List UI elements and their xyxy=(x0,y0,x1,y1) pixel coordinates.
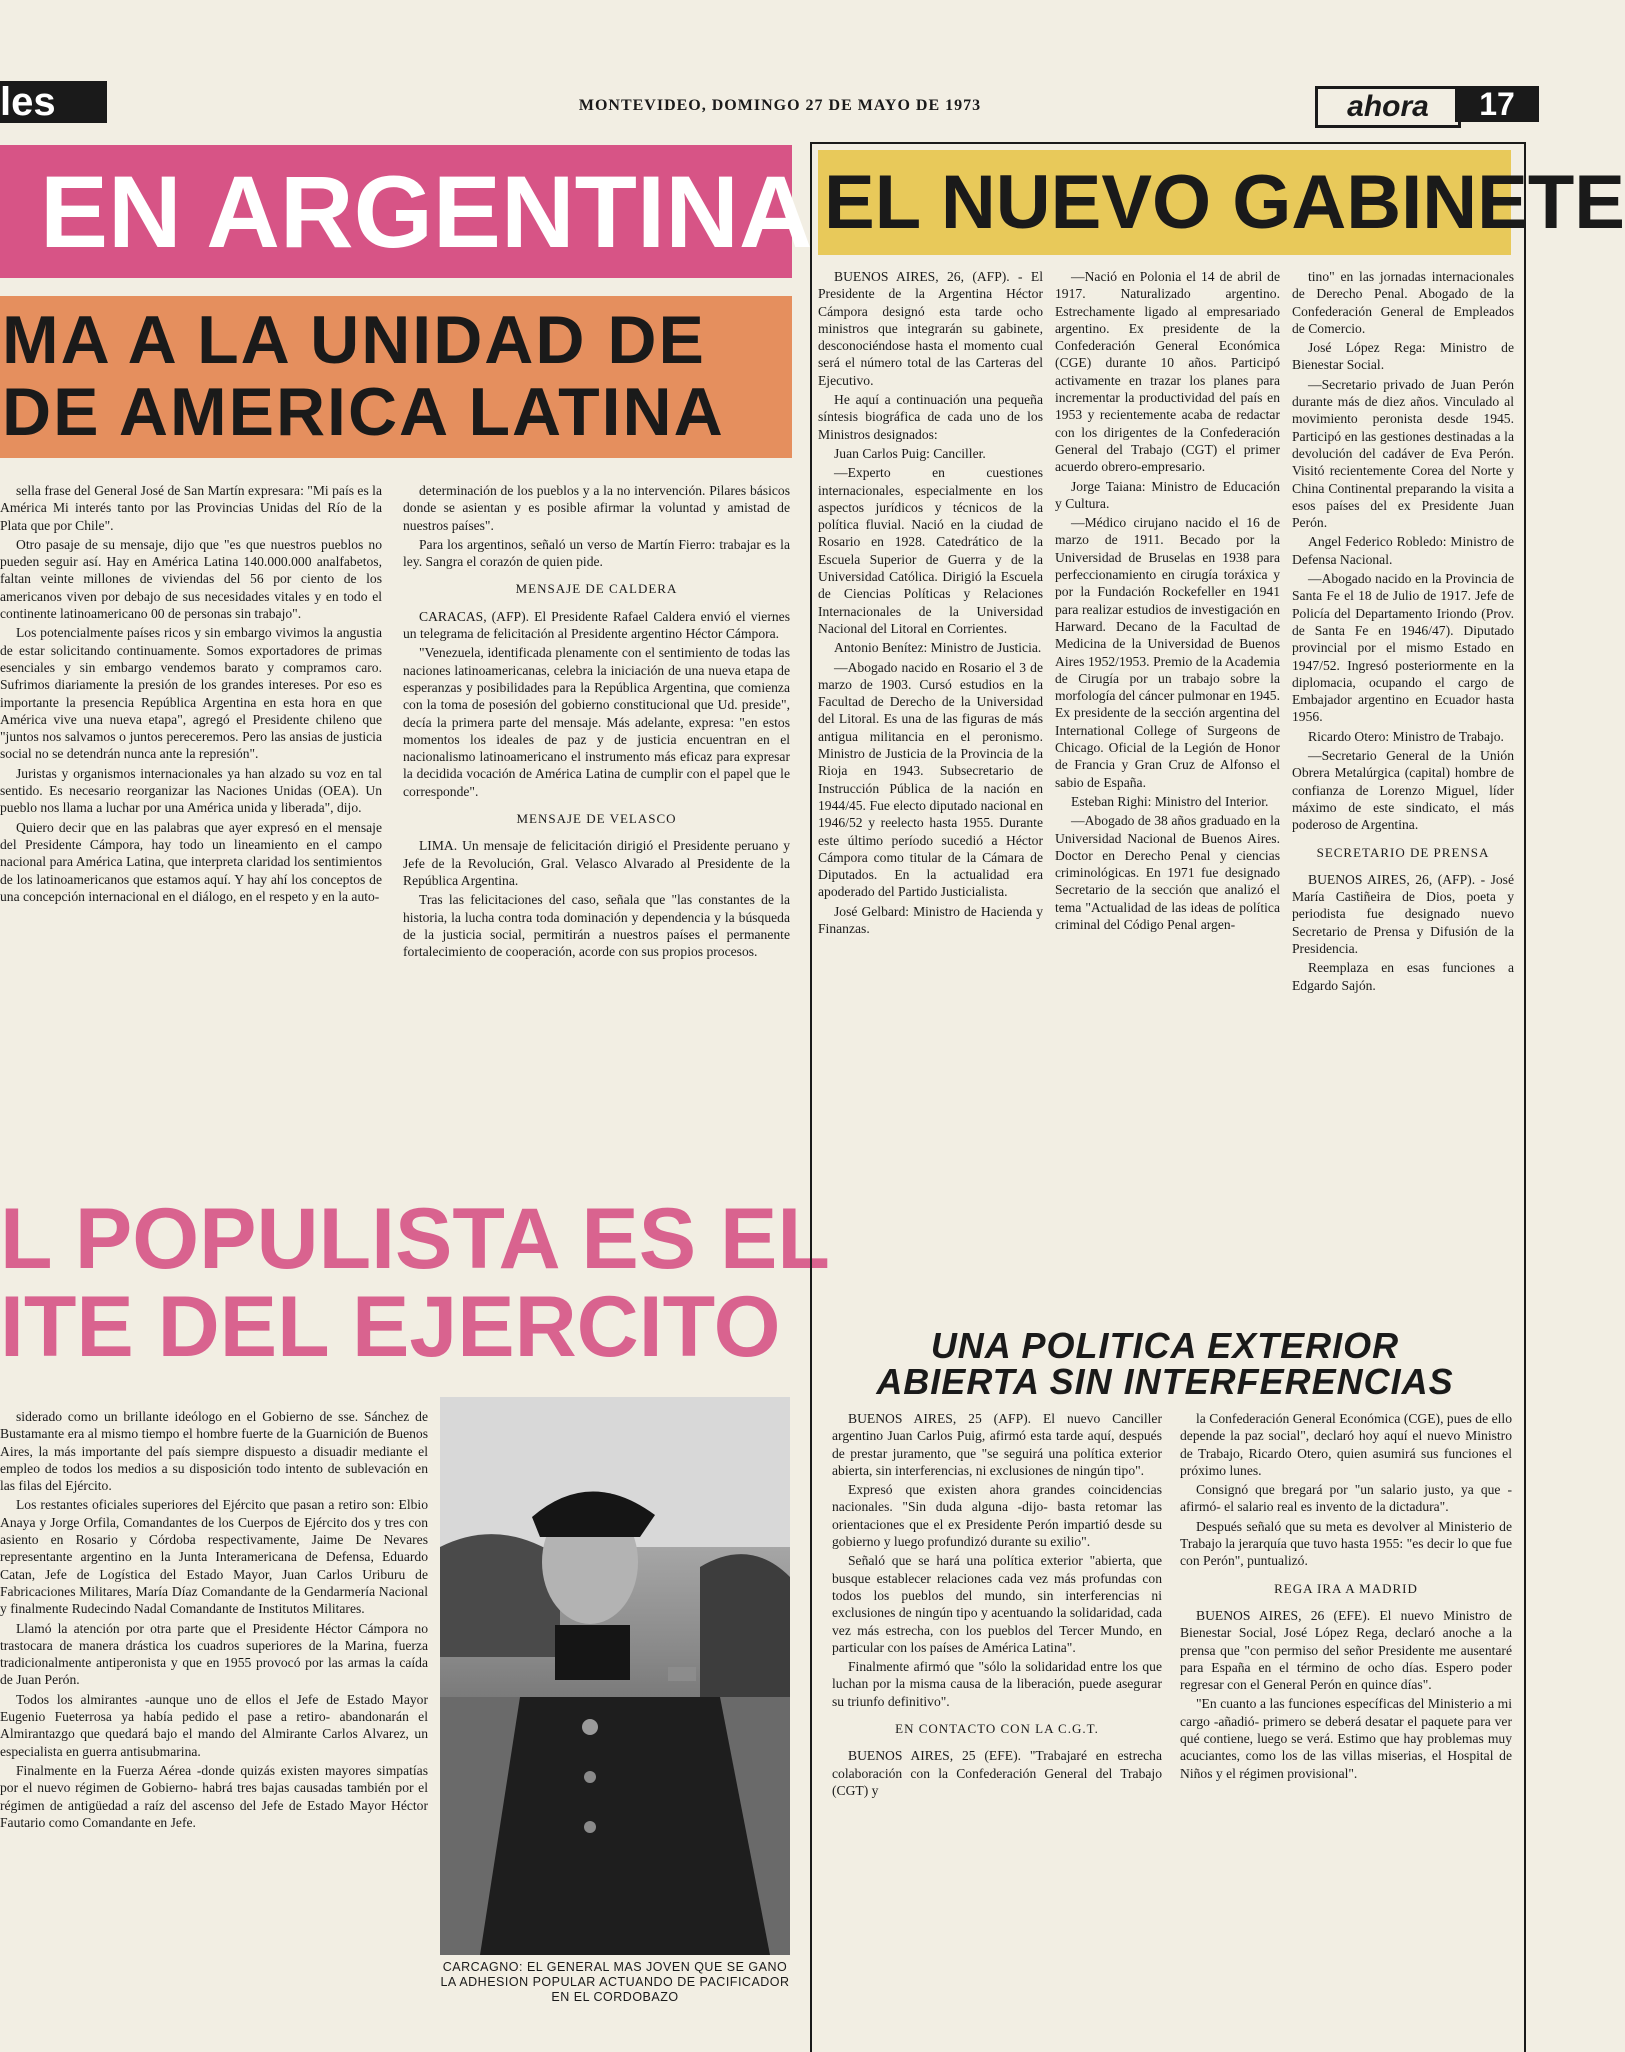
paragraph: Esteban Righi: Ministro del Interior. xyxy=(1071,793,1269,809)
paragraph: Angel Federico Robledo: Ministro de Defensa Nacional. xyxy=(1292,534,1514,567)
paragraph: Señaló que se hará una política exterior "abierta, que busque establecer relaciones cada vez más profundas con todos los pueblos del mundo, sin interferencias ni exclusiones de ningún tipo y acentuando la solidaridad, cada vez más estrecha, con los pueblos del Tercer Mundo, en particular con los países de América Latina". xyxy=(832,1553,1162,1655)
subhead-caldera: MENSAJE DE CALDERA xyxy=(515,581,678,597)
page-number: 17 xyxy=(1455,86,1539,122)
paragraph: Los restantes oficiales superiores del Ejército que pasan a retiro son: Elbio Anaya y Jorge Orfila, Comandantes de los Cuerpos de Ejército dos y tres con asiento en Rosario y Córdoba respectivamente, Jaime De Nevares representante argentino en la Junta Interamericana de Defensa, Eduardo Catan, Jefe de Logística del Estado Mayor, Juan Carlos Uriburu de Fabricaciones Militares, María Díaz Comandante de la Gendarmería Nacional y finalmente Rudecindo Nadal Comandante de Institutos Militares. xyxy=(0,1497,428,1617)
date-line: MONTEVIDEO, DOMINGO 27 DE MAYO DE 1973 xyxy=(578,97,982,114)
paragraph: BUENOS AIRES, 25 (AFP). El nuevo Canciller argentino Juan Carlos Puig, afirmó esta tarde aquí, después de prestar juramento, que "se seguirá una política exterior abierta, sin interferencias, ni exclusiones de ningún tipo". xyxy=(832,1411,1162,1478)
gabinete-column-2 xyxy=(1055,268,1280,1320)
paragraph: —Abogado nacido en Rosario el 3 de marzo de 1903. Cursó estudios en la Facultad de Derecho de la Universidad del Litoral. Es una de las figuras de más antigua militancia en el peronismo. Ministro de Justicia de la Provincia de la Rioja en 1943. Subsecretario de Instrucción Pública de la nación en 1944/45. Fue electo diputado nacional en 1946/52 y reelecto hasta 1955. Durante este último período sucedió a Héctor Cámpora como titular de la Cámara de Diputados. En la actualidad era apoderado del Partido Justicialista. xyxy=(818,659,1043,900)
paragraph: Tras las felicitaciones del caso, señala que "las constantes de la historia, la lucha contra toda dominación y dependencia y la búsqueda de la justicia social, permitirán a nuestros países el permanente fortalecimiento de cooperación, acorde con sus propios procesos. xyxy=(403,892,790,960)
paragraph: Después señaló que su meta es devolver al Ministerio de Trabajo la jerarquía que tuvo hasta 1955: "es decir lo que fue con Perón", puntualizó. xyxy=(1180,1518,1512,1569)
paragraph: Reemplaza en esas funciones a Edgardo Sajón. xyxy=(1292,960,1514,993)
paragraph: Quiero decir que en las palabras que ayer expresó en el mensaje del Presidente Cámpora, hay todo un lineamiento en el campo nacional para América Latina, que interpreta claridad los sentimientos de los latinoamericanos que estamos aquí. Y hay ahí los conceptos de una concepción internacional en el diálogo, en el respeto y en la auto- xyxy=(0,819,382,904)
paragraph: José López Rega: Ministro de Bienestar Social. xyxy=(1292,340,1514,373)
paragraph: CARACAS, (AFP). El Presidente Rafael Caldera envió el viernes un telegrama de felicitación al Presidente argentino Héctor Cámpora. xyxy=(403,608,790,642)
unidad-column-2 xyxy=(403,482,790,1184)
section-tag-text: les xyxy=(0,80,56,124)
paragraph: —Secretario privado de Juan Perón durante más de diez años. Vinculado al movimiento peronista desde 1945. Participó en las gestiones destinadas a la devolución del cadáver de Eva Perón. Visitó recientemente Corea del Norte y China Continental preparando la visita a esos países del ex Presidente Juan Perón. xyxy=(1292,376,1514,531)
gabinete-headline: EL NUEVO GABINETE xyxy=(824,160,1625,245)
photo-caption: CARCAGNO: EL GENERAL MAS JOVEN QUE SE GANO LA ADHESION POPULAR ACTUANDO DE PACIFICADOR EN EL CORDOBAZO xyxy=(440,1960,790,2004)
populista-headline-line-1: L POPULISTA ES EL xyxy=(0,1191,830,1287)
paragraph: —Experto en cuestiones internacionales, especialmente en los aspectos jurídicos y técnicos de la política fluvial. Nació en la ciudad de Rosario en 1928. Catedrático de la Escuela Superior de Guerra y de la Universidad Católica. Dirigió la Escuela de Ciencias Políticas y Relaciones Internacionales de la Universidad Nacional del Litoral en Corrientes. xyxy=(818,465,1043,636)
paragraph: BUENOS AIRES, 26, (AFP). - José María Castiñeira de Dios, poeta y periodista fue designado nuevo Secretario de Prensa y Difusión de la Presidencia. xyxy=(1292,871,1514,956)
paragraph: sella frase del General José de San Martín expresara: "Mi país es la América Mi interés tanto por las Provincias Unidas del Río de la Plata que por Chile". xyxy=(0,483,382,533)
paragraph: la Confederación General Económica (CGE), pues de ello depende la paz social", declaró hoy aquí el nuevo Ministro de Trabajo, Ricardo Otero, quien asumirá sus funciones el próximo lunes. xyxy=(1180,1411,1512,1478)
paragraph: "En cuanto a las funciones específicas del Ministerio a mi cargo -añadió- primero se deberá desatar el paquete para ver qué contiene, luego se verá. Estimo que hay problemas muy acuciantes, como los de las villas miserias, el Hospital de Niños y el régimen provisional". xyxy=(1180,1696,1512,1781)
paragraph: Otro pasaje de su mensaje, dijo que "es que nuestros pueblos no pueden seguir así. Hay en América Latina 140.000.000 analfabetos, faltan veinte millones de viviendas del 56 por ciento de los americanos viven por debajo de sus necesidades vitales y en todo el continente latinoamericano 00 de personas sin trabajo". xyxy=(0,536,382,622)
paragraph: Todos los almirantes -aunque uno de ellos el Jefe de Estado Mayor Eugenio Fueterrosa ya había pedido el pase a retiro- abandonarán el Almirantazgo que quedará bajo el mando del Almirante Carlos Alvarez, un especialista en guerra antisubmarina. xyxy=(0,1691,428,1759)
populista-headline-line-2: ITE DEL EJERCITO xyxy=(0,1279,781,1375)
subhead-rega: REGA IRA A MADRID xyxy=(1274,1580,1418,1596)
kicker-text: EN ARGENTINA xyxy=(40,155,813,269)
paragraph: Ricardo Otero: Ministro de Trabajo. xyxy=(1308,728,1504,744)
paragraph: Finalmente en la Fuerza Aérea -donde quizás existen mayores simpatías por el nuevo régimen de Gobierno- habrá tres bajas causadas también por el régimen de antigüedad a raíz del ascenso del Jefe de Estado Mayor Héctor Fautario como Comandante en Jefe. xyxy=(0,1762,428,1830)
paragraph: —Médico cirujano nacido el 16 de marzo de 1911. Becado por la Universidad de Bruselas en 1938 para perfeccionamiento en cirugía toráxica y por la Fundación Rockefeller en 1941 para realizar estudios de investigación en Harward. Decano de la Facultad de Medicina de la Universidad de Buenos Aires 1952/1953. Premio de la Academia de Cirugía por un trabajo sobre la morfología del cáncer pulmonar en 1945. Ex presidente de la sección argentina del International College of Surgeons de Chicago. Oficial de la Legión de Honor de Francia y Gran Cruz de Alfonso el sabio de España. xyxy=(1055,515,1280,790)
general-photo xyxy=(440,1397,790,1955)
politica-headline-line-2: ABIERTA SIN INTERFERENCIAS xyxy=(876,1361,1454,1402)
paragraph: He aquí a continuación una pequeña síntesis biográfica de cada uno de los Ministros designados: xyxy=(818,392,1043,442)
paragraph: —Nació en Polonia el 14 de abril de 1917. Naturalizado argentino. Estrechamente ligado al empresariado argentino. Ex presidente de la Confederación General Económica (CGE) durante 10 años. Participó activamente en trazar los planes para incrementar la productividad del país en 1953 y recientemente acaba de redactar con los dirigentes de la Confederación General del Trabajo (CGT) el primer acuerdo obrero-empresario. xyxy=(1055,269,1280,475)
paragraph: —Secretario General de la Unión Obrera Metalúrgica (capital) hombre de confianza de Lorenzo Miguel, líder máximo de este sindicato, el más poderoso de Argentina. xyxy=(1292,748,1514,833)
paragraph: Los potencialmente países ricos y sin embargo vivimos la angustia de estar solicitando continuamente. Somos exportadores de primas esenciales y sin embargo vendemos barato y compramos caro. Sufrimos diariamente la presión de los grandes intereses. Por eso es importante la presencia República Argentina en esta hora en que América vive una nueva etapa", agregó el Presidente chileno que "juntos nos salvamos o juntos pereceremos. Pero las ansias de justicia social no se detendrán nunca ante la represión". xyxy=(0,625,382,762)
section-tag xyxy=(0,81,107,123)
paragraph: Juristas y organismos internacionales ya han alzado su voz en tal sentido. Es necesario reorganizar las Naciones Unidas (OEA). Un pueblo nos llama a luchar por una América unida y liberada", dijo. xyxy=(0,765,382,816)
kicker-band xyxy=(0,145,813,278)
headline-line-2: DE AMERICA LATINA xyxy=(2,374,725,450)
gabinete-column-1 xyxy=(818,268,1043,1320)
paragraph: Consignó que bregará por "un salario justo, ya que -afirmó- el salario real es invento de la dictadura". xyxy=(1180,1482,1512,1515)
politica-column-1 xyxy=(832,1410,1162,2008)
paragraph: siderado como un brillante ideólogo en el Gobierno de sse. Sánchez de Bustamante era al mismo tiempo el hombre fuerte de la Guarnición de Buenos Aires, la más importante del país siempre dispuesto a disuadir mediante el empleo de todos los medios a su disposición todo intento de sublevación en las filas del Ejército. xyxy=(0,1409,428,1494)
paragraph: Expresó que existen ahora grandes coincidencias nacionales. "Sin duda alguna -dijo- basta retomar las orientaciones que el ex Presidente Perón impartió desde su gobierno y luego profundizó durante su exilio". xyxy=(832,1482,1162,1550)
populista-headline xyxy=(0,1191,830,1375)
politica-column-2 xyxy=(1180,1410,1512,2008)
paragraph: BUENOS AIRES, 26 (EFE). El nuevo Ministro de Bienestar Social, José López Rega, declaró anoche a la prensa que "con permiso del señor Presidente me ausentaré para España en el término de ocho días. Espero poder regresar con el General Perón en quince días". xyxy=(1180,1607,1512,1693)
brand-logo: ahora xyxy=(1315,86,1461,128)
unidad-column-1 xyxy=(0,482,382,1184)
paragraph: —Abogado nacido en la Provincia de Santa Fe el 18 de Julio de 1917. Jefe de Policía del Departamento Iriondo (Prov. de Santa Fe en 1946/47). Diputado provincial por el mismo Estado en 1947/52. Ingresó posteriormente en la diplomacia, ocupando el cargo de Embajador argentino en Ecuador hasta 1956. xyxy=(1292,571,1514,725)
subhead-prensa: SECRETARIO DE PRENSA xyxy=(1316,844,1490,860)
paragraph: Para los argentinos, señaló un verso de Martín Fierro: trabajar es la ley. Sangra el corazón de quien pide. xyxy=(403,536,790,570)
gabinete-headline-band xyxy=(818,150,1625,255)
paragraph: Juan Carlos Puig: Canciller. xyxy=(834,445,986,461)
paragraph: José Gelbard: Ministro de Hacienda y Finanzas. xyxy=(818,903,1043,936)
paragraph: determinación de los pueblos y a la no intervención. Pilares básicos donde se asientan y es posible afirmar la voluntad y amistad de nuestros países". xyxy=(403,483,790,533)
headline-line-1: MA A LA UNIDAD DE xyxy=(2,302,706,378)
paragraph: Llamó la atención por otra parte que el Presidente Héctor Cámpora no trastocara de manera drástica los cuadros superiores de la Marina, fuerza tradicionalmente antiperonista y que en 1955 provocó por las armas la caída de Juan Perón. xyxy=(0,1620,428,1688)
paragraph: Antonio Benítez: Ministro de Justicia. xyxy=(834,640,1042,656)
paragraph: tino" en las jornadas internacionales de Derecho Penal. Abogado de la Confederación General de Empleados de Comercio. xyxy=(1292,269,1514,336)
paragraph: Finalmente afirmó que "sólo la solidaridad entre los que luchan por la misma causa de la liberación, puede asegurar su triunfo definitivo". xyxy=(832,1659,1162,1709)
politica-headline-line-1: UNA POLITICA EXTERIOR xyxy=(930,1325,1400,1366)
politica-headline xyxy=(840,1325,1490,1402)
subhead-cgt: EN CONTACTO CON LA C.G.T. xyxy=(895,1721,1099,1737)
populista-column xyxy=(0,1408,428,2008)
headline-band xyxy=(0,296,792,458)
paragraph: "Venezuela, identificada plenamente con el sentimiento de todas las naciones latinoamericanas, celebra la iniciación de una nueva etapa de esperanzas y posibilidades para la República Argentina, que comienza con la toma de posesión del gobierno constitucional que Ud. preside", decía la primera parte del mensaje. Más adelante, expresa: "en estos momentos los ideales de paz y de justicia encuentran en el nacionalismo latinoamericano el instrumento más eficaz para expresar la decidida vocación de América Latina de cumplir con el papel que le corresponde". xyxy=(403,645,790,799)
paragraph: LIMA. Un mensaje de felicitación dirigió el Presidente peruano y Jefe de la Revolución, Gral. Velasco Alvarado al Presidente de la República Argentina. xyxy=(403,838,790,888)
paragraph: —Abogado de 38 años graduado en la Universidad Nacional de Buenos Aires. Doctor en Derecho Penal y ciencias criminológicas. En 1971 fue designado Secretario de la sección que analizó el tema "Actualidad de las ideas de política criminal del Código Penal argen- xyxy=(1055,813,1280,932)
paragraph: Jorge Taiana: Ministro de Educación y Cultura. xyxy=(1055,478,1280,511)
paragraph: BUENOS AIRES, 25 (EFE). "Trabajaré en estrecha colaboración con la Confederación General del Trabajo (CGT) y xyxy=(832,1748,1162,1798)
subhead-velasco: MENSAJE DE VELASCO xyxy=(516,811,677,827)
paragraph: BUENOS AIRES, 26, (AFP). - El Presidente de la Argentina Héctor Cámpora designó esta tarde ocho ministros que integrarán su gabinete, desconociéndose hasta el momento cual será el número total de las Carteras del Ejecutivo. xyxy=(818,269,1043,388)
gabinete-column-3 xyxy=(1292,268,1514,1320)
